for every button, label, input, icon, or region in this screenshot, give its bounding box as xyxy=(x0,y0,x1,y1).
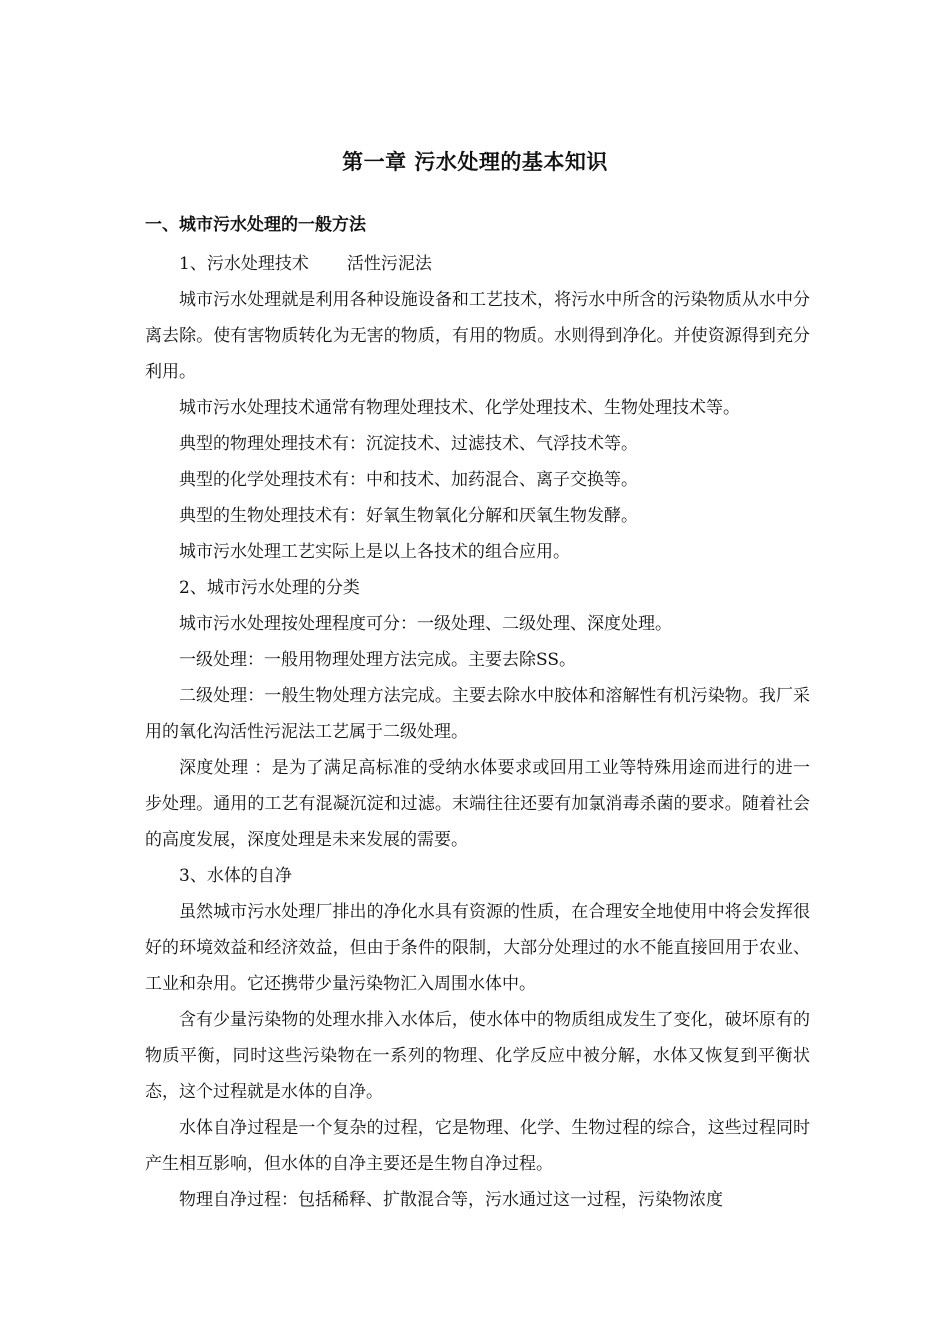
chapter-title: 第一章 污水处理的基本知识 xyxy=(342,150,608,174)
subsection-heading-3: 3、水体的自净 xyxy=(179,866,292,886)
subsection-1-extra: 活性污泥法 xyxy=(346,254,432,274)
paragraph: 水体自净过程是一个复杂的过程，它是物理、化学、生物过程的综合，这些过程同时产生相互影响，但水体的自净主要还是生物自净过程。 xyxy=(145,1118,810,1174)
paragraph: 物理自净过程：包括稀释、扩散混合等，污水通过这一过程，污染物浓度 xyxy=(179,1190,723,1210)
paragraph: 城市污水处理就是利用各种设施设备和工艺技术，将污水中所含的污染物质从水中分离去除。使有害物质转化为无害的物质，有用的物质。水则得到净化。并使资源得到充分利用。 xyxy=(145,290,810,382)
subsection-1-label: 1、污水处理技术 xyxy=(179,254,309,274)
paragraph: 虽然城市污水处理厂排出的净化水具有资源的性质，在合理安全地使用中将会发挥很好的环境效益和经济效益，但由于条件的限制，大部分处理过的水不能直接回用于农业、工业和杂用。它还携带少量污染物汇入周围水体中。 xyxy=(145,902,810,994)
paragraph: 二级处理：一般生物处理方法完成。主要去除水中胶体和溶解性有机污染物。我厂采用的氧化沟活性污泥法工艺属于二级处理。 xyxy=(145,686,810,742)
paragraph: 含有少量污染物的处理水排入水体后，使水体中的物质组成发生了变化，破坏原有的物质平衡，同时这些污染物在一系列的物理、化学反应中被分解，水体又恢复到平衡状态，这个过程就是水体的自净。 xyxy=(145,1010,810,1102)
paragraph: 城市污水处理按处理程度可分：一级处理、二级处理、深度处理。 xyxy=(179,614,672,634)
paragraph: 一级处理：一般用物理处理方法完成。主要去除SS。 xyxy=(179,650,576,670)
paragraph: 典型的物理处理技术有：沉淀技术、过滤技术、气浮技术等。 xyxy=(179,434,638,454)
paragraph: 城市污水处理工艺实际上是以上各技术的组合应用。 xyxy=(179,542,570,562)
paragraph: 典型的生物处理技术有：好氧生物氧化分解和厌氧生物发酵。 xyxy=(179,506,638,526)
subsection-heading-1 xyxy=(145,246,810,282)
paragraph: 深度处理 ：是为了满足高标准的受纳水体要求或回用工业等特殊用途而进行的进一步处理。通用的工艺有混凝沉淀和过滤。末端往往还要有加氯消毒杀菌的要求。随着社会的高度发展，深度处理是未来发展的需要。 xyxy=(145,758,810,850)
paragraph: 城市污水处理技术通常有物理处理技术、化学处理技术、生物处理技术等。 xyxy=(179,398,740,418)
body-text xyxy=(145,246,810,1218)
paragraph: 典型的化学处理技术有：中和技术、加药混合、离子交换等。 xyxy=(179,470,638,490)
subsection-heading-2: 2、城市污水处理的分类 xyxy=(179,578,360,598)
section-heading: 一、城市污水处理的一般方法 xyxy=(145,215,366,235)
